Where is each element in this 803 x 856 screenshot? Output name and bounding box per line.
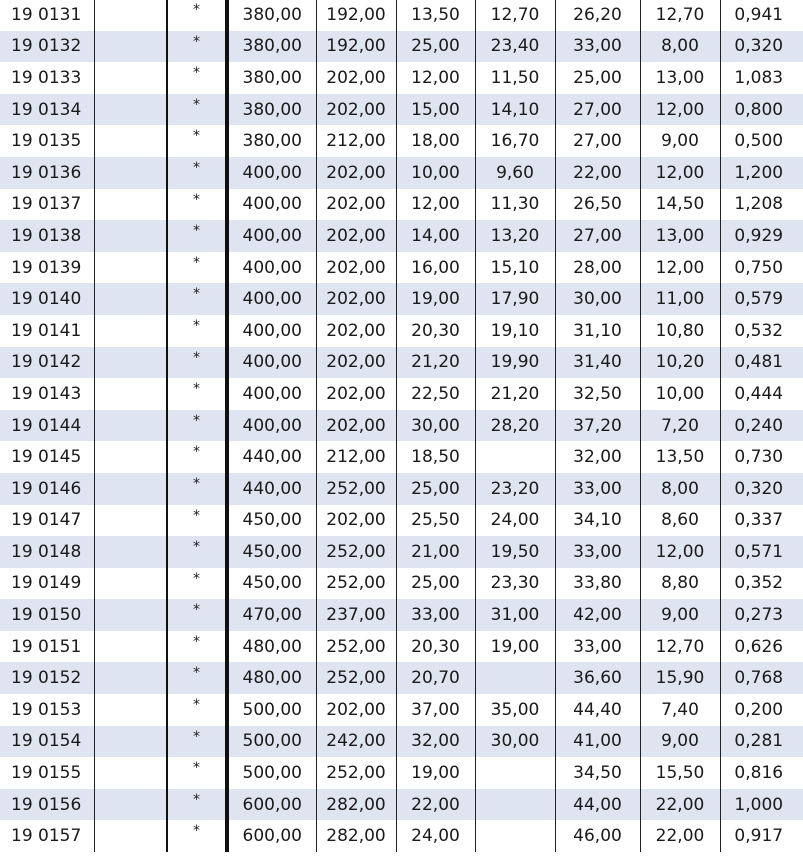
value-cell-2: 252,00	[316, 662, 396, 694]
table-row	[0, 252, 803, 284]
asterisk-cell: *	[167, 220, 227, 252]
value-cell-2: 252,00	[316, 757, 396, 789]
table-row	[0, 505, 803, 537]
value-cell-1: 380,00	[227, 125, 316, 157]
table-row	[0, 410, 803, 442]
value-cell-7: 0,571	[720, 536, 803, 568]
spacer-cell	[94, 315, 167, 347]
value-cell-4: 13,20	[475, 220, 555, 252]
value-cell-6: 8,60	[640, 505, 720, 537]
article-number-cell: 19 0155	[0, 757, 94, 789]
value-cell-5: 22,00	[555, 157, 640, 189]
value-cell-4: 23,40	[475, 31, 555, 63]
article-number-cell: 19 0140	[0, 283, 94, 315]
value-cell-7: 1,200	[720, 157, 803, 189]
article-number-cell: 19 0145	[0, 441, 94, 473]
value-cell-5: 36,60	[555, 662, 640, 694]
value-cell-4: 12,70	[475, 0, 555, 31]
value-cell-3: 22,50	[396, 378, 475, 410]
article-number-cell: 19 0153	[0, 694, 94, 726]
value-cell-7: 0,200	[734, 699, 784, 720]
value-cell-7: 0,500	[734, 131, 784, 152]
article-number-cell: 19 0134	[0, 94, 94, 126]
value-cell-6: 9,00	[640, 726, 720, 758]
value-cell-7: 1,208	[734, 194, 784, 215]
table-row	[0, 62, 803, 94]
value-cell-3: 10,00	[396, 157, 475, 189]
table-row	[0, 441, 803, 473]
value-cell-2: 202,00	[316, 347, 396, 379]
asterisk-cell: *	[167, 757, 227, 789]
value-cell-2: 242,00	[316, 726, 396, 758]
value-cell-6: 10,20	[640, 347, 720, 379]
article-number-cell: 19 0154	[0, 726, 94, 758]
value-cell-5: 26,20	[555, 0, 640, 31]
spacer-cell	[94, 631, 167, 663]
value-cell-5: 41,00	[555, 726, 640, 758]
article-number-cell: 19 0152	[0, 662, 94, 694]
asterisk-cell: *	[167, 31, 227, 63]
article-number-cell: 19 0142	[0, 347, 94, 379]
value-cell-1: 450,00	[227, 568, 316, 600]
value-cell-4: 11,30	[475, 189, 555, 221]
asterisk-cell: *	[167, 441, 227, 473]
table-row	[0, 0, 803, 31]
spacer-cell	[94, 820, 167, 852]
asterisk-cell: *	[167, 694, 227, 726]
value-cell-6: 13,00	[640, 220, 720, 252]
asterisk-cell: *	[167, 378, 227, 410]
value-cell-5: 26,50	[555, 189, 640, 221]
table-row	[0, 662, 803, 694]
value-cell-5: 32,50	[555, 378, 640, 410]
value-cell-1: 400,00	[227, 378, 316, 410]
table-row	[0, 694, 803, 726]
value-cell-6: 7,40	[640, 694, 720, 726]
value-cell-7: 0,352	[734, 573, 784, 594]
value-cell-4	[475, 757, 555, 789]
value-cell-6: 15,90	[640, 662, 720, 694]
value-cell-6: 11,00	[640, 283, 720, 315]
value-cell-3: 25,00	[396, 568, 475, 600]
asterisk-cell: *	[167, 189, 227, 221]
value-cell-5: 42,00	[555, 599, 640, 631]
value-cell-4	[475, 441, 555, 473]
value-cell-5: 27,00	[555, 125, 640, 157]
article-number-cell: 19 0156	[0, 789, 94, 821]
spacer-cell	[94, 62, 167, 94]
value-cell-7: 0,750	[734, 257, 784, 278]
article-number-cell: 19 0131	[0, 0, 94, 31]
table-row	[0, 125, 803, 157]
value-cell-1: 380,00	[227, 31, 316, 63]
table-row	[0, 378, 803, 410]
value-cell-5: 31,10	[555, 315, 640, 347]
value-cell-4	[475, 662, 555, 694]
value-cell-4: 28,20	[475, 410, 555, 442]
value-cell-3: 21,00	[396, 536, 475, 568]
value-cell-6: 13,50	[640, 441, 720, 473]
article-number-cell: 19 0136	[0, 157, 94, 189]
value-cell-1: 380,00	[227, 94, 316, 126]
value-cell-5: 31,40	[555, 347, 640, 379]
value-cell-3: 20,70	[396, 662, 475, 694]
value-cell-6: 12,00	[640, 157, 720, 189]
value-cell-6: 12,70	[640, 631, 720, 663]
spacer-cell	[94, 473, 167, 505]
value-cell-7: 0,626	[734, 636, 784, 657]
value-cell-7: 0,917	[734, 826, 784, 847]
value-cell-6: 22,00	[640, 820, 720, 852]
spacer-cell	[94, 536, 167, 568]
value-cell-6: 8,80	[640, 568, 720, 600]
value-cell-6: 9,00	[640, 125, 720, 157]
article-number-cell: 19 0132	[0, 31, 94, 63]
value-cell-2: 252,00	[316, 631, 396, 663]
value-cell-5: 33,00	[555, 473, 640, 505]
value-cell-3: 25,50	[396, 505, 475, 537]
asterisk-cell: *	[167, 599, 227, 631]
article-number-cell: 19 0143	[0, 378, 94, 410]
asterisk-cell: *	[167, 347, 227, 379]
spacer-cell	[94, 694, 167, 726]
value-cell-7: 0,337	[734, 510, 784, 531]
asterisk-cell: *	[167, 726, 227, 758]
value-cell-5: 30,00	[555, 283, 640, 315]
value-cell-3: 16,00	[396, 252, 475, 284]
value-cell-1: 400,00	[227, 347, 316, 379]
article-number-cell: 19 0138	[0, 220, 94, 252]
value-cell-6: 8,00	[640, 473, 720, 505]
spacer-cell	[94, 157, 167, 189]
asterisk-cell: *	[167, 94, 227, 126]
value-cell-4	[475, 789, 555, 821]
value-cell-2: 202,00	[316, 157, 396, 189]
value-cell-3: 32,00	[396, 726, 475, 758]
value-cell-2: 202,00	[316, 220, 396, 252]
table-row	[0, 536, 803, 568]
table-row	[0, 220, 803, 252]
article-number-cell: 19 0144	[0, 410, 94, 442]
asterisk-cell: *	[167, 283, 227, 315]
value-cell-3: 24,00	[396, 820, 475, 852]
asterisk-cell: *	[167, 62, 227, 94]
table-row	[0, 283, 803, 315]
value-cell-7: 0,929	[720, 220, 803, 252]
value-cell-3: 12,00	[396, 189, 475, 221]
article-number-cell: 19 0141	[0, 315, 94, 347]
value-cell-6: 12,70	[640, 0, 720, 31]
value-cell-7: 0,579	[720, 283, 803, 315]
value-cell-7: 0,481	[720, 347, 803, 379]
value-cell-5: 28,00	[555, 252, 640, 284]
asterisk-cell: *	[167, 789, 227, 821]
value-cell-6: 12,00	[640, 94, 720, 126]
asterisk-cell: *	[167, 157, 227, 189]
table-row	[0, 726, 803, 758]
value-cell-6: 10,80	[640, 315, 720, 347]
value-cell-5: 25,00	[555, 62, 640, 94]
value-cell-7: 0,800	[720, 94, 803, 126]
value-cell-7: 0,532	[734, 320, 784, 341]
value-cell-5: 33,00	[555, 31, 640, 63]
value-cell-1: 470,00	[227, 599, 316, 631]
spacer-cell	[94, 726, 167, 758]
value-cell-6: 7,20	[640, 410, 720, 442]
asterisk-cell: *	[167, 568, 227, 600]
value-cell-1: 600,00	[227, 789, 316, 821]
value-cell-6: 12,00	[640, 252, 720, 284]
asterisk-cell: *	[167, 410, 227, 442]
asterisk-cell: *	[167, 0, 227, 31]
spacer-cell	[94, 283, 167, 315]
table-row	[0, 789, 803, 821]
value-cell-4: 24,00	[475, 505, 555, 537]
value-cell-3: 21,20	[396, 347, 475, 379]
spacer-cell	[94, 441, 167, 473]
value-cell-1: 480,00	[227, 662, 316, 694]
spacer-cell	[94, 125, 167, 157]
value-cell-4: 11,50	[475, 62, 555, 94]
value-cell-3: 14,00	[396, 220, 475, 252]
spacer-cell	[94, 0, 167, 31]
value-cell-7: 0,240	[720, 410, 803, 442]
value-cell-2: 212,00	[316, 125, 396, 157]
value-cell-3: 19,00	[396, 757, 475, 789]
value-cell-1: 500,00	[227, 694, 316, 726]
table-row	[0, 568, 803, 600]
value-cell-1: 450,00	[227, 536, 316, 568]
value-cell-3: 18,50	[396, 441, 475, 473]
value-cell-6: 13,00	[640, 62, 720, 94]
value-cell-3: 13,50	[396, 0, 475, 31]
table-row	[0, 94, 803, 126]
value-cell-1: 400,00	[227, 283, 316, 315]
value-cell-5: 44,40	[555, 694, 640, 726]
value-cell-5: 46,00	[555, 820, 640, 852]
value-cell-5: 33,80	[555, 568, 640, 600]
value-cell-4: 15,10	[475, 252, 555, 284]
value-cell-4	[475, 820, 555, 852]
value-cell-2: 202,00	[316, 252, 396, 284]
value-cell-7: 0,273	[720, 599, 803, 631]
spacer-cell	[94, 220, 167, 252]
table-row	[0, 631, 803, 663]
value-cell-3: 37,00	[396, 694, 475, 726]
value-cell-3: 22,00	[396, 789, 475, 821]
spacer-cell	[94, 662, 167, 694]
spacer-cell	[94, 252, 167, 284]
spacer-cell	[94, 189, 167, 221]
table-row	[0, 189, 803, 221]
article-number-cell: 19 0135	[0, 125, 94, 157]
value-cell-7: 0,444	[734, 383, 784, 404]
asterisk-cell: *	[167, 315, 227, 347]
spacer-cell	[94, 31, 167, 63]
value-cell-7: 0,941	[734, 4, 784, 25]
value-cell-4: 19,50	[475, 536, 555, 568]
asterisk-cell: *	[167, 252, 227, 284]
value-cell-1: 400,00	[227, 315, 316, 347]
article-number-cell: 19 0139	[0, 252, 94, 284]
spacer-cell	[94, 94, 167, 126]
asterisk-cell: *	[167, 820, 227, 852]
value-cell-3: 25,00	[396, 31, 475, 63]
value-cell-4: 19,10	[475, 315, 555, 347]
table-row	[0, 157, 803, 189]
value-cell-2: 212,00	[316, 441, 396, 473]
value-cell-1: 400,00	[227, 410, 316, 442]
value-cell-2: 202,00	[316, 62, 396, 94]
asterisk-cell: *	[167, 473, 227, 505]
value-cell-4: 14,10	[475, 94, 555, 126]
article-number-cell: 19 0157	[0, 820, 94, 852]
value-cell-4: 23,30	[475, 568, 555, 600]
value-cell-7: 0,768	[720, 662, 803, 694]
value-cell-1: 440,00	[227, 441, 316, 473]
value-cell-2: 192,00	[316, 0, 396, 31]
spacer-cell	[94, 599, 167, 631]
value-cell-4: 31,00	[475, 599, 555, 631]
table-row	[0, 347, 803, 379]
value-cell-3: 25,00	[396, 473, 475, 505]
table-row	[0, 820, 803, 852]
value-cell-1: 600,00	[227, 820, 316, 852]
value-cell-1: 400,00	[227, 189, 316, 221]
value-cell-5: 37,20	[555, 410, 640, 442]
value-cell-2: 202,00	[316, 694, 396, 726]
value-cell-7: 1,083	[734, 67, 784, 88]
value-cell-3: 30,00	[396, 410, 475, 442]
value-cell-5: 34,50	[555, 757, 640, 789]
asterisk-cell: *	[167, 662, 227, 694]
value-cell-1: 380,00	[227, 0, 316, 31]
value-cell-6: 10,00	[640, 378, 720, 410]
value-cell-4: 17,90	[475, 283, 555, 315]
value-cell-7: 0,320	[720, 31, 803, 63]
value-cell-4: 35,00	[475, 694, 555, 726]
value-cell-5: 32,00	[555, 441, 640, 473]
article-number-cell: 19 0150	[0, 599, 94, 631]
value-cell-5: 27,00	[555, 220, 640, 252]
value-cell-4: 19,00	[475, 631, 555, 663]
asterisk-cell: *	[167, 125, 227, 157]
value-cell-2: 202,00	[316, 378, 396, 410]
value-cell-3: 20,30	[396, 315, 475, 347]
value-cell-7: 0,281	[720, 726, 803, 758]
value-cell-4: 30,00	[475, 726, 555, 758]
value-cell-1: 440,00	[227, 473, 316, 505]
value-cell-3: 18,00	[396, 125, 475, 157]
value-cell-6: 22,00	[640, 789, 720, 821]
spacer-cell	[94, 378, 167, 410]
spacer-cell	[94, 505, 167, 537]
value-cell-1: 500,00	[227, 726, 316, 758]
spacer-cell	[94, 347, 167, 379]
value-cell-7: 0,320	[720, 473, 803, 505]
article-number-cell: 19 0137	[0, 189, 94, 221]
value-cell-1: 480,00	[227, 631, 316, 663]
value-cell-1: 400,00	[227, 157, 316, 189]
value-cell-6: 9,00	[640, 599, 720, 631]
value-cell-2: 252,00	[316, 536, 396, 568]
table-row	[0, 315, 803, 347]
value-cell-2: 282,00	[316, 789, 396, 821]
value-cell-6: 14,50	[640, 189, 720, 221]
value-cell-2: 252,00	[316, 473, 396, 505]
value-cell-5: 27,00	[555, 94, 640, 126]
value-cell-3: 20,30	[396, 631, 475, 663]
article-number-cell: 19 0151	[0, 631, 94, 663]
spacer-cell	[94, 789, 167, 821]
value-cell-1: 450,00	[227, 505, 316, 537]
spacer-cell	[94, 568, 167, 600]
article-number-cell: 19 0146	[0, 473, 94, 505]
value-cell-5: 33,00	[555, 536, 640, 568]
table-row	[0, 31, 803, 63]
value-cell-2: 237,00	[316, 599, 396, 631]
value-cell-1: 400,00	[227, 252, 316, 284]
value-cell-6: 15,50	[640, 757, 720, 789]
asterisk-cell: *	[167, 536, 227, 568]
value-cell-3: 33,00	[396, 599, 475, 631]
article-number-cell: 19 0149	[0, 568, 94, 600]
value-cell-2: 282,00	[316, 820, 396, 852]
value-cell-2: 202,00	[316, 283, 396, 315]
table-row	[0, 473, 803, 505]
value-cell-3: 15,00	[396, 94, 475, 126]
value-cell-5: 33,00	[555, 631, 640, 663]
article-number-cell: 19 0133	[0, 62, 94, 94]
value-cell-2: 202,00	[316, 410, 396, 442]
table-row	[0, 757, 803, 789]
value-cell-4: 23,20	[475, 473, 555, 505]
value-cell-6: 12,00	[640, 536, 720, 568]
value-cell-5: 34,10	[555, 505, 640, 537]
value-cell-2: 202,00	[316, 189, 396, 221]
value-cell-1: 400,00	[227, 220, 316, 252]
value-cell-2: 202,00	[316, 505, 396, 537]
value-cell-2: 192,00	[316, 31, 396, 63]
article-number-cell: 19 0147	[0, 505, 94, 537]
value-cell-7: 0,730	[734, 447, 784, 468]
value-cell-5: 44,00	[555, 789, 640, 821]
value-cell-2: 202,00	[316, 315, 396, 347]
value-cell-3: 12,00	[396, 62, 475, 94]
spacer-cell	[94, 410, 167, 442]
asterisk-cell: *	[167, 631, 227, 663]
value-cell-2: 202,00	[316, 94, 396, 126]
value-cell-6: 8,00	[640, 31, 720, 63]
spacer-cell	[94, 757, 167, 789]
value-cell-4: 9,60	[475, 157, 555, 189]
value-cell-3: 19,00	[396, 283, 475, 315]
value-cell-4: 16,70	[475, 125, 555, 157]
value-cell-4: 21,20	[475, 378, 555, 410]
table-row	[0, 599, 803, 631]
value-cell-7: 0,816	[734, 763, 784, 784]
value-cell-2: 252,00	[316, 568, 396, 600]
value-cell-4: 19,90	[475, 347, 555, 379]
asterisk-cell: *	[167, 505, 227, 537]
article-number-cell: 19 0148	[0, 536, 94, 568]
value-cell-7: 1,000	[720, 789, 803, 821]
value-cell-1: 500,00	[227, 757, 316, 789]
value-cell-1: 380,00	[227, 62, 316, 94]
